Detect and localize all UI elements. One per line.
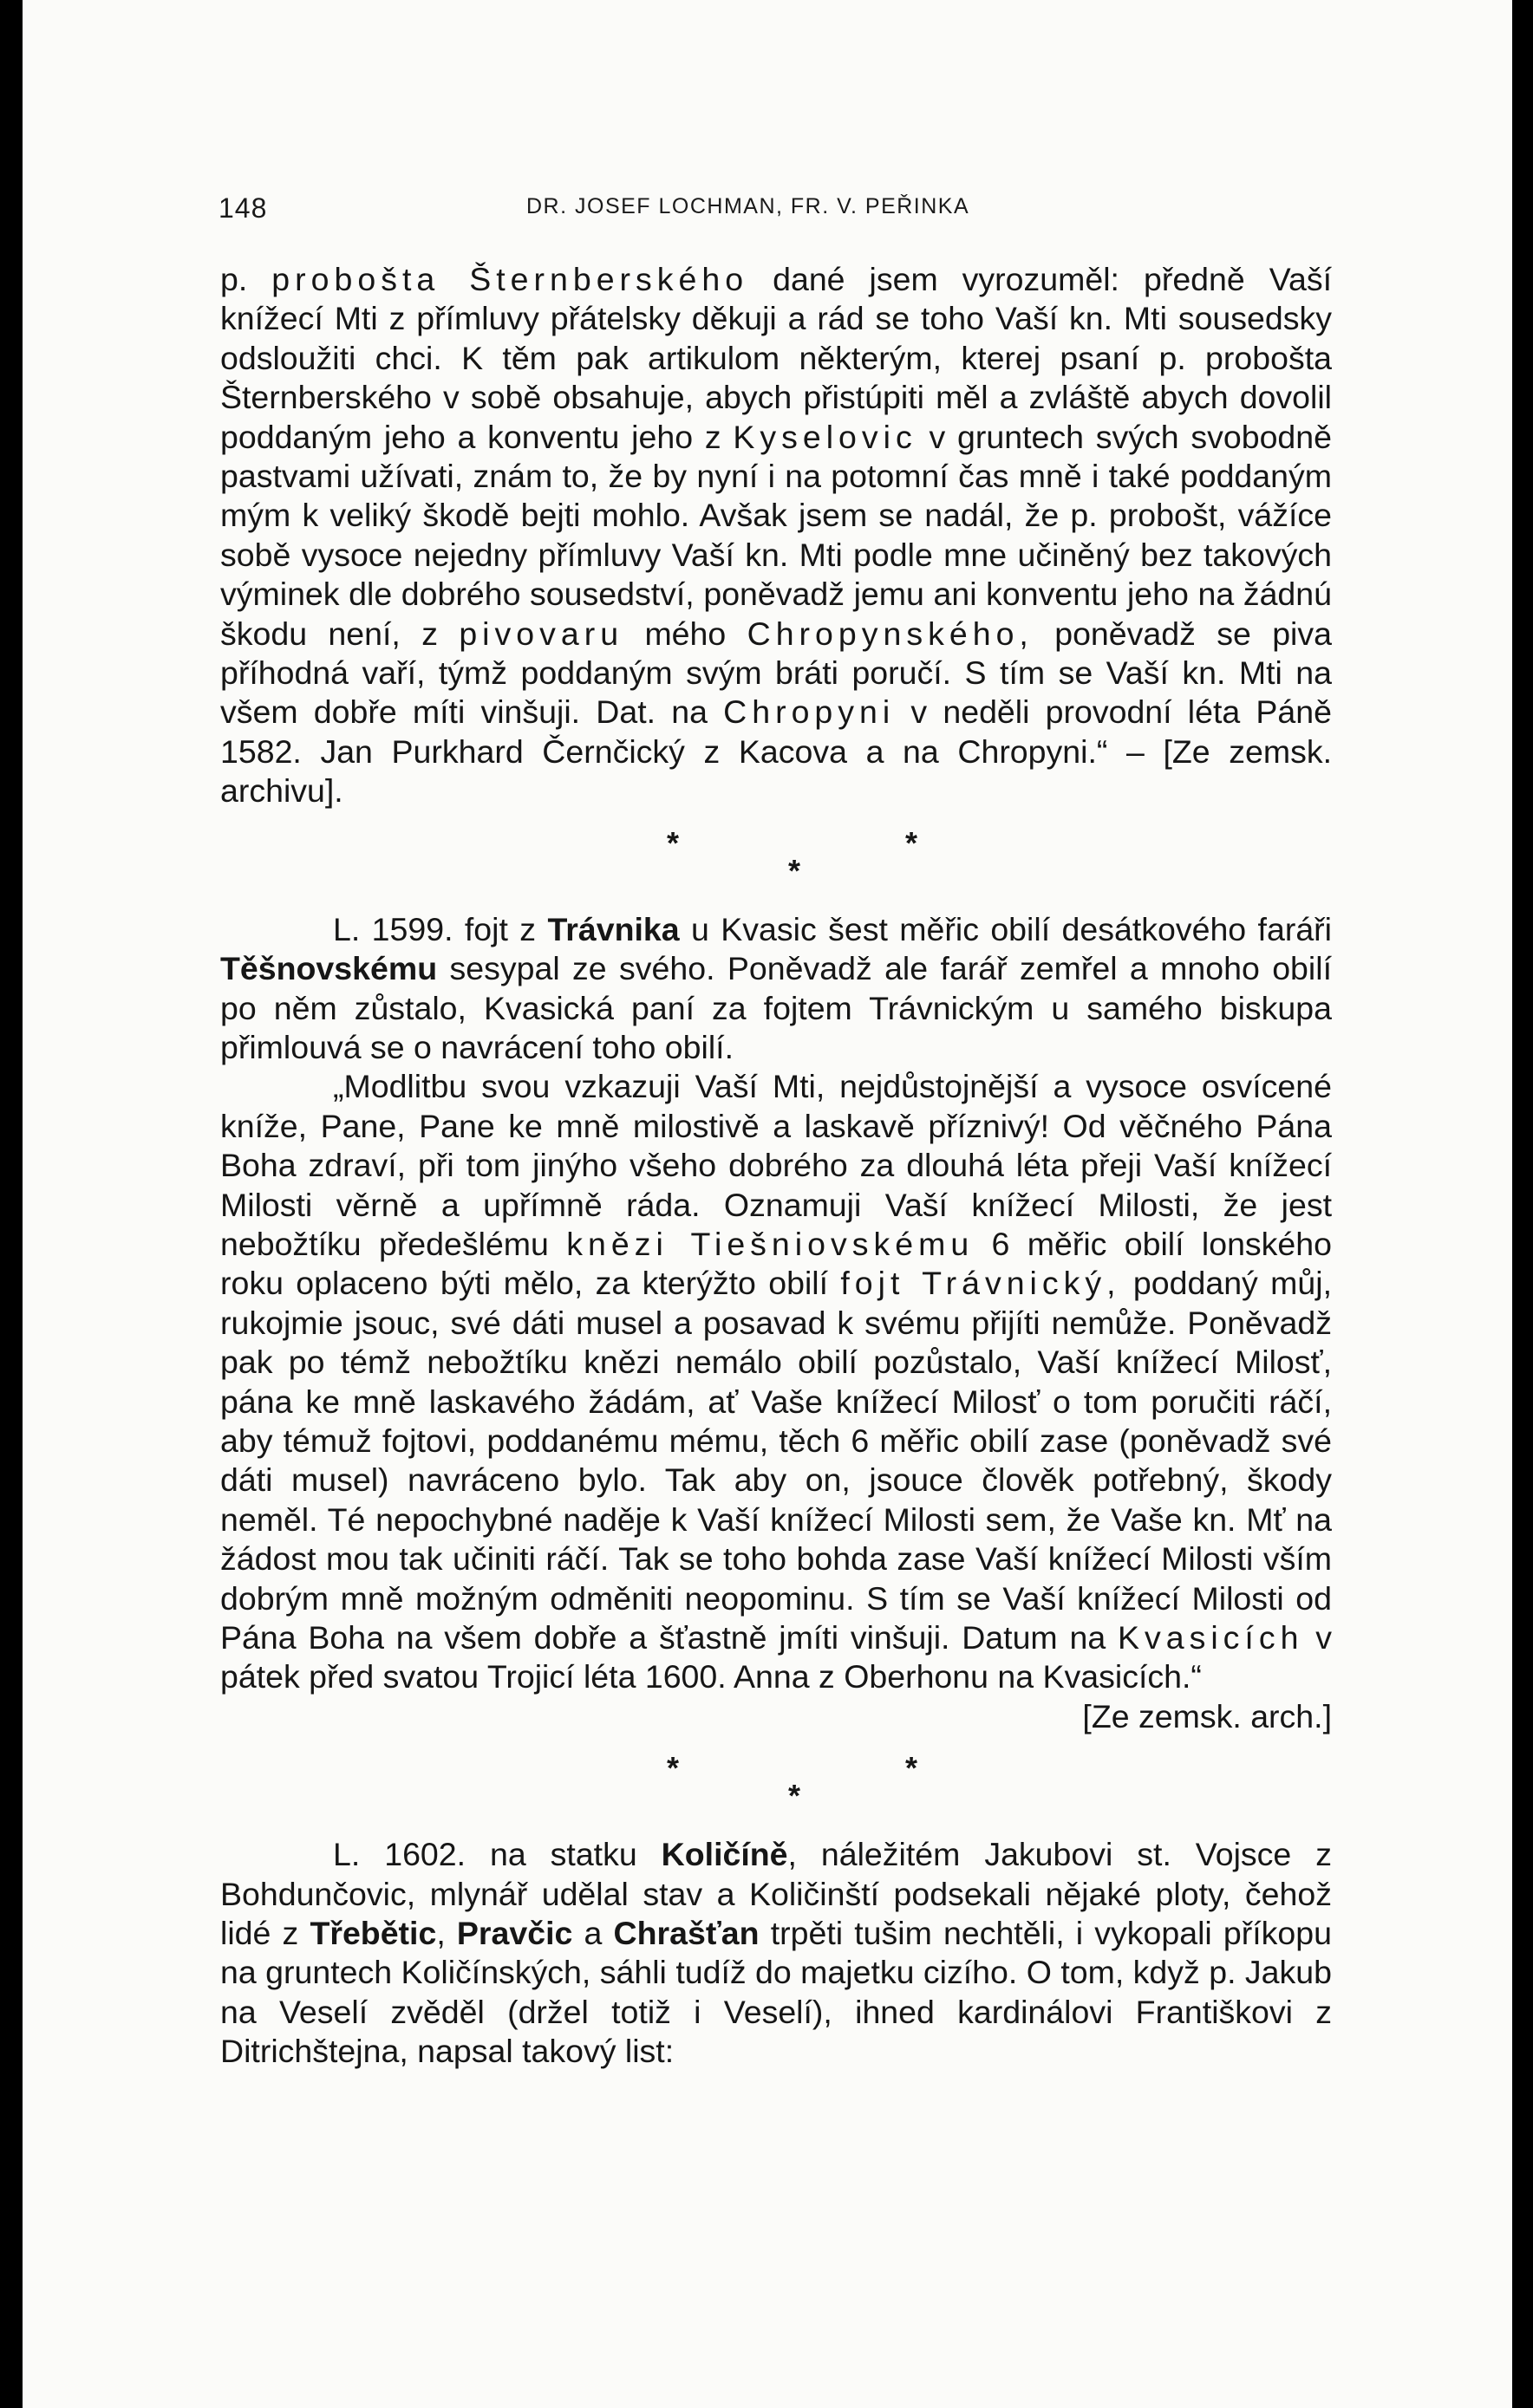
- running-head: DR. JOSEF LOCHMAN, FR. V. PEŘINKA: [526, 194, 970, 218]
- paragraph-letter-1582: p. probošta Šternberského dané jsem vyrozuměl: předně Vaší knížecí Mti z přímluvy přátelsky děkuji a rád se toho Vaší kn. Mti sousedsky odsloužiti chci. K těm pak artikulom některým, kterej psaní p. probošta Šternberského v sobě obsahuje, abych přistúpiti měl a zvláště abych dovolil poddaným jeho a konventu jeho z Kyselovic v gruntech svých svobodně pastvami užívati, znám to, že by nyní i na potomní čas mně i také poddaným mým k veliký škodě bejti mohlo. Avšak jsem se nadál, že p. probošt, vážíce sobě vysoce nejedny přímluvy Vaší kn. Mti podle mne učiněný bez takových výminek dle dobrého sousedství, poněvadž jemu ani konventu jeho na žádnú škodu není, z pivovaru mého Chropynského, poněvadž se piva příhodná vaří, týmž poddaným svým bráti poručí. S tím se Vaší kn. Mti na všem dobře míti vinšuji. Dat. na Chropyni v neděli provodní léta Páně 1582. Jan Purkhard Černčický z Kacova a na Chropyni.“ – [Ze zemsk. archivu].: [220, 261, 1332, 810]
- archive-reference: [Ze zemsk. arch.]: [1082, 1697, 1332, 1734]
- separator-asterisk: *: [905, 1750, 918, 1786]
- paragraph-letter-1600: „Modlitbu svou vzkazuji Vaší Mti, nejdůstojnější a vysoce osvícené kníže, Pane, Pane ke mně milostivě a laskavě příznivý! Od věčného Pána Boha zdraví, při tom jinýho všeho dobrého za dlouhá léta přeji Vaší knížecí Milosti věrně a upřímně ráda. Oznamuji Vaší knížecí Milosti, že jest nebožtíku předešlému knězi Tiešniovskému 6 měřic obilí lonského roku oplaceno býti mělo, za kterýžto obilí fojt Trávnický, poddaný můj, rukojmie jsouc, své dáti musel a posavad k svému přijíti nemůže. Poněvadž pak po témž nebožtíku knězi nemálo obilí pozůstalo, Vaší knížecí Milosť, pána ke mně laskavého žádám, ať Vaše knížecí Milosť o tom poručiti ráčí, aby témuž fojtovi, poddanému mému, těch 6 měřic obilí zase (poněvadž své dáti musel) navráceno bylo. Tak aby on, jsouce člověk potřebný, škody neměl. Té nepochybné naděje k Vaší knížecí Milosti sem, že Vaše kn. Mť na žádost mou tak učiniti ráčí. Tak se toho bohda zase Vaší knížecí Milosti vším dobrým mně možným odměniti neopominu. S tím se Vaší knížecí Milosti od Pána Boha na všem dobře a šťastně jmíti vinšuji. Datum na Kvasicích v pátek před svatou Trojicí léta 1600. Anna z Oberhonu na Kvasicích.“ [Ze zemsk. arch.]: [220, 1067, 1332, 1697]
- section-separator: [220, 1736, 1332, 1816]
- separator-asterisk: *: [788, 852, 801, 888]
- body-text: [220, 260, 1332, 2072]
- section-separator: [220, 811, 1332, 891]
- document-page: [23, 0, 1512, 2408]
- paragraph-1602: L. 1602. na statku Količíně, náležitém Jakubovi st. Vojsce z Bohdunčovic, mlynář udělal stav a Količinští podsekali nějaké ploty, čehož lidé z Třebětic, Pravčic a Chrašťan trpěti tušim nechtěli, i vykopali příkopu na gruntech Količínských, sáhli tudíž do majetku cizího. O tom, když p. Jakub na Veselí zvěděl (držel totiž i Veselí), ihned kardinálovi Františkovi z Ditrichštejna, napsal takový list:: [220, 1836, 1332, 2070]
- page-number: 148: [219, 192, 268, 224]
- separator-asterisk: *: [667, 1750, 680, 1786]
- paragraph-1599: L. 1599. fojt z Trávnika u Kvasic šest měřic obilí desátkového faráři Těšnovskému sesypal ze svého. Poněvadž ale farář zemřel a mnoho obilí po něm zůstalo, Kvasická paní za fojtem Trávnickým u samého biskupa přimlouvá se o navrácení toho obilí.: [220, 910, 1332, 1065]
- page-header: [219, 185, 1346, 229]
- separator-asterisk: *: [905, 824, 918, 861]
- separator-asterisk: *: [667, 824, 680, 861]
- separator-asterisk: *: [788, 1778, 801, 1814]
